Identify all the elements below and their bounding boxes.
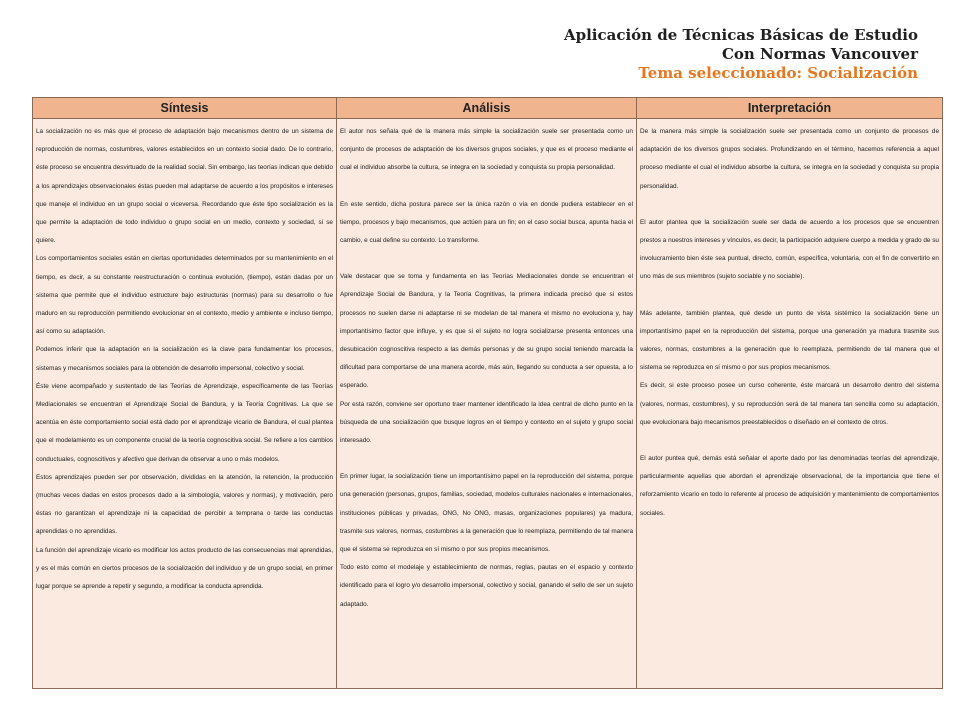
paragraph-gap: [340, 178, 633, 196]
column-header-interpretacion: Interpretación: [637, 98, 943, 119]
interpretacion-paragraph: Más adelante, también plantea, qué desde un punto de vista sistémico la socialización tiene un importantísimo papel en la reproducción del sistema, porque una generación ya madura trasmite sus valores, normas, costumbres a la generación que lo reemplaza, permitiendo de tal manera que el sistema se reproduzca en sí mismo o por sus propios mecanismos.: [640, 309, 939, 372]
header-title: Aplicación de Técnicas Básicas de Estudio: [563, 26, 918, 44]
document-header: [564, 26, 918, 83]
paragraph-gap: [340, 450, 633, 468]
analisis-paragraph: Por esta razón, conviene ser oportuno traer mantener identificado la idea central de dicho punto en la búsqueda de una socialización que busque logros en el tiempo y contexto en el sujeto y grupo social interesado.: [340, 400, 633, 445]
column-header-analisis: Análisis: [337, 98, 637, 119]
table-header-row: [33, 98, 943, 119]
paragraph-gap: [640, 432, 939, 450]
column-header-sintesis: Síntesis: [33, 98, 337, 119]
analisis-paragraph: El autor nos señala qué de la manera más simple la socialización suele ser presentada como un conjunto de procesos de adaptación de los diversos grupos sociales, y que es el proceso mediante el cual el individuo absorbe la cultura, se integra en la sociedad y conquista su propia personalidad.: [340, 128, 633, 172]
interpretacion-paragraph: De la manera más simple la socialización suele ser presentada como un conjunto de procesos de adaptación de los diversos grupos sociales. Profundizando en el término, hacemos referencia a aquel proceso mediante el cual el individuo absorbe la cultura, se integra en la sociedad y conquista su propia personalidad.: [640, 128, 939, 190]
analisis-paragraph: En este sentido, dicha postura parece ser la única razón o vía en donde pudiera establecer en el tiempo, procesos y bajo mecanismos, que actúen para un fin; en el caso social busca, apunta hacia el cambio, e cual define su contexto. Lo transforme.: [340, 200, 633, 245]
header-topic: Tema seleccionado: Socialización: [638, 64, 918, 82]
analisis-paragraph: Todo esto como el modelaje y establecimiento de normas, reglas, pautas en el espacio y contexto identificado para el logro y/o desarrollo impersonal, colectivo y social, ganando el sello de ser un sujeto adaptado.: [340, 564, 633, 608]
study-table: [32, 97, 943, 689]
interpretacion-paragraph: El autor puntea qué, demás está señalar el aporte dado por las denominadas teorías del aprendizaje, particularmente aquellas que abordan el aprendizaje observacional, de la importancia que tiene el reforzamiento vicario en todo lo referente al proceso de adquisición y mantenimiento de comportamientos sociales.: [640, 455, 939, 517]
sintesis-paragraph: La función del aprendizaje vicario es modificar los actos producto de las consecuencias mal aprendidas, y es el más común en ciertos procesos de la socialización del individuo y de un grupo social, en primer lugar porque se aprende a repetir y segundo, a modificar la conducta aprendida.: [36, 546, 333, 591]
sintesis-paragraph: Estos aprendizajes pueden ser por observación, divididas en la atención, la retención, la producción (muchas veces dadas en estos procesos dado a la simbología, valores y normas), y motivación, pero éstas no garantizan el aprendizaje ni la capacidad de percibir a temprana o tarde las conductas aprendidas o no aprendidas.: [36, 473, 333, 536]
sintesis-paragraph: Podemos inferir que la adaptación en la socialización es la clave para fundamentar los procesos, sistemas y mecanismos sociales para la obtención de desarrollo impersonal, colectivo y social.: [36, 346, 333, 372]
sintesis-paragraph: La socialización no es más que el proceso de adaptación bajo mecanismos dentro de un sistema de reproducción de normas, costumbres, valores establecidos en un contexto social dado. De lo contrario, éste proceso se encuentra desvirtuado de la realidad social. Sin embargo, las teorías indican que debido a los aprendizajes observacionales éstas pueden mal adaptarse de acuerdo a los propósitos e intereses que maneje el individuo en un grupo social o viceversa. Recordando que éste tipo socialización es la que permite la adaptación de todo individuo o grupo social en un medio, contexto y sociedad, sí se quiere.: [36, 128, 333, 245]
analisis-paragraph: Vale destacar que se toma y fundamenta en las Teorías Mediacionales donde se encuentran el Aprendizaje Social de Bandura, y la Teoría Cognitivas, la primera indicada precisó que si estos procesos no suelen darse ni adaptarse ni se modelan de tal manera el mismo no evoluciona y, hay importantísimo factor que influye, y es que si el sujeto no logra socializarse presenta entonces una desubicación cognoscitiva respecto a las demás personas y de su grupo social teniendo marcada la dificultad para comportarse de una manera acorde, más aún, llegando su conducta a ser opuesta, a lo esperado.: [340, 273, 633, 390]
interpretacion-paragraph: El autor plantea que la socialización suele ser dada de acuerdo a los procesos que se encuentren prestos a nuestros intereses y vínculos, es decir, la participación adquiere cuerpo a medida y grado de su involucramiento bien éste sea puntual, directo, común, específica, voluntaria, con el fin de convertirlo en uno más de sus miembros (sujeto sociable y no sociable).: [640, 218, 939, 281]
interpretacion-paragraph: Es decir, si este proceso posee un curso coherente, éste marcará un desarrollo dentro del sistema (valores, normas, costumbres), y su reproducción será de tal manera tan sencilla como su adaptación, que evolucionara bajo mecanismos preestablecidos o diseñado en el contexto de otros.: [640, 382, 939, 426]
sintesis-cell: [33, 119, 337, 689]
header-subtitle: Con Normas Vancouver: [721, 45, 918, 63]
analisis-cell: [337, 119, 637, 689]
paragraph-gap: [640, 287, 939, 305]
sintesis-paragraph: Éste viene acompañado y sustentado de las Teorías de Aprendizaje, específicamente de las Teorías Mediacionales se encuentran el Aprendizaje Social de Bandura, y la Teoría Cognitivas. La que se acentúa en éste comportamiento social está dado por el aprendizaje vicario de Bandura, el cual plantea que el modelamiento es un componente crucial de la teoría cognoscitiva social. Se refiere a los cambios conductuales, cognoscitivos y afectivo que derivan de observar a uno o más modelos.: [36, 382, 333, 463]
paragraph-gap: [640, 196, 939, 214]
analisis-paragraph: En primer lugar, la socialización tiene un importantísimo papel en la reproducción del sistema, porque una generación (personas, grupos, familias, sociedad, modelos culturales nacionales e internacionales, instituciones públicas y privadas, ONG, No ONG, masas, organizaciones populares) ya madura, trasmite sus valores, normas, costumbres a la generación que lo reemplaza, permitiendo de tal manera que el sistema se reproduzca en sí mismo o por sus propios mecanismos.: [340, 473, 633, 554]
paragraph-gap: [340, 250, 633, 268]
table-body-row: [33, 119, 943, 689]
sintesis-paragraph: Los comportamientos sociales están en ciertas oportunidades determinados por su mantenimiento en el tiempo, es decir, a su constante reestructuración o continua evolución, (tiempo), están dadas por un sistema que permite que el individuo estructure bajo estructuras (normas) para su desarrollo o fue maduro en su reproducción permitiendo evolucionar en el contexto, medio y ambiente e incluso tiempo, así como su adaptación.: [36, 255, 333, 336]
interpretacion-cell: [637, 119, 943, 689]
